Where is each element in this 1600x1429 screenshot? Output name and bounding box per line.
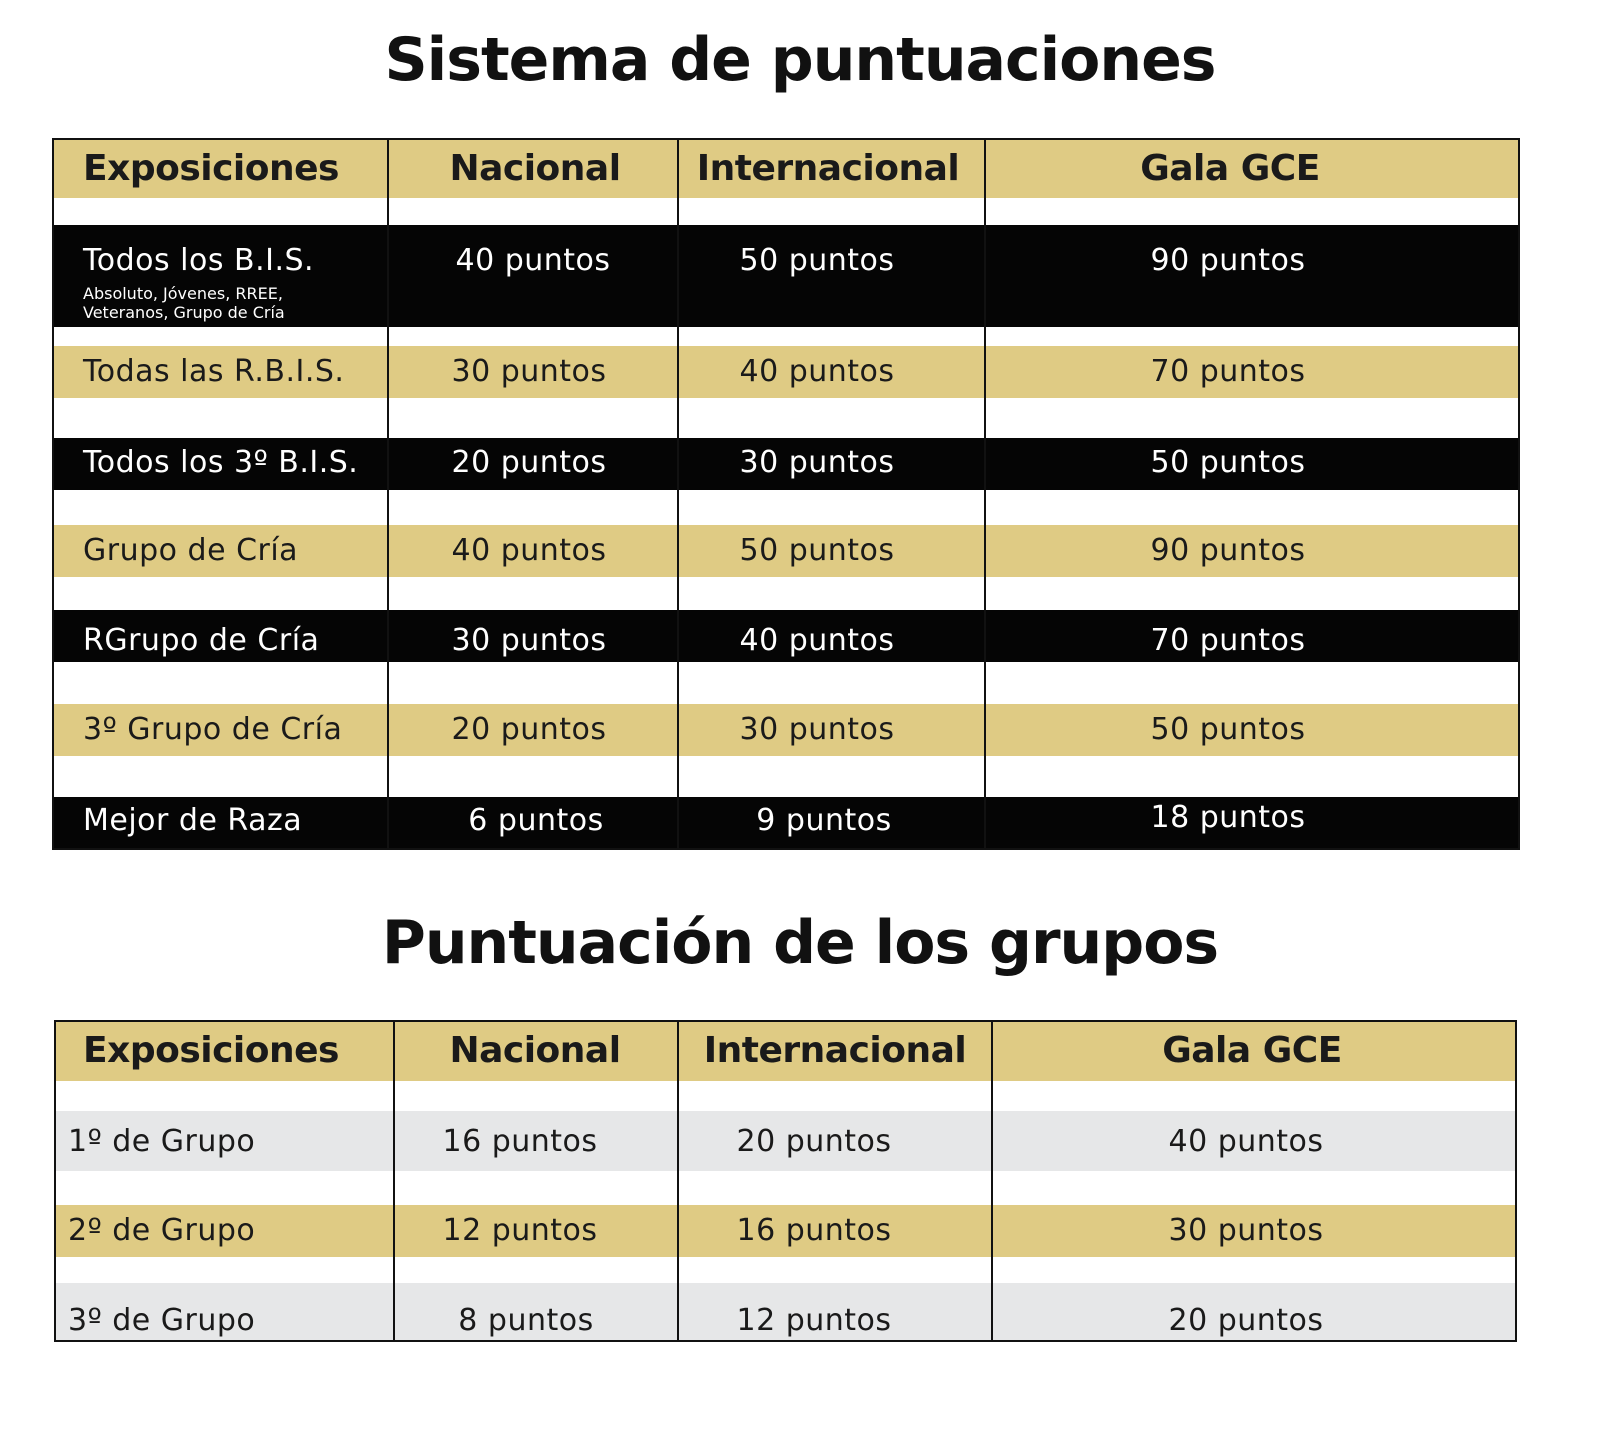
header-nacional: Nacional (449, 1030, 621, 1071)
column-divider (677, 1020, 679, 1342)
header-internacional: Internacional (696, 148, 960, 189)
header-gala-gce: Gala GCE (1140, 148, 1320, 189)
cell-nacional: 20 puntos (451, 445, 607, 480)
row-sublabel: Veteranos, Grupo de Cría (83, 303, 285, 322)
row-label: 3º de Grupo (68, 1303, 256, 1338)
row-label: 2º de Grupo (68, 1213, 256, 1248)
cell-internacional: 40 puntos (739, 354, 895, 389)
cell-gala: 50 puntos (1150, 712, 1306, 747)
cell-gala: 90 puntos (1150, 533, 1306, 568)
column-divider (387, 138, 389, 850)
row-label: Mejor de Raza (83, 803, 303, 838)
row-label: Todos los 3º B.I.S. (83, 445, 359, 480)
row-sublabel: Absoluto, Jóvenes, RREE, (83, 284, 283, 303)
cell-nacional: 30 puntos (451, 623, 607, 658)
cell-nacional: 6 puntos (468, 803, 604, 838)
cell-gala: 30 puntos (1168, 1213, 1324, 1248)
cell-nacional: 30 puntos (451, 354, 607, 389)
page-title-scoring-system: Sistema de puntuaciones (384, 25, 1216, 95)
group-scoring-table (54, 1020, 1517, 1342)
page-title-group-scoring: Puntuación de los grupos (381, 908, 1219, 978)
cell-nacional: 16 puntos (442, 1124, 598, 1159)
row-label: Grupo de Cría (83, 533, 299, 568)
cell-gala: 70 puntos (1150, 623, 1306, 658)
header-exposiciones: Exposiciones (83, 1030, 339, 1071)
cell-internacional: 12 puntos (736, 1303, 892, 1338)
cell-nacional: 20 puntos (451, 712, 607, 747)
cell-gala: 70 puntos (1150, 354, 1306, 389)
cell-nacional: 8 puntos (458, 1303, 594, 1338)
column-divider (393, 1020, 395, 1342)
cell-gala: 20 puntos (1168, 1303, 1324, 1338)
cell-internacional: 16 puntos (736, 1213, 892, 1248)
row-label: RGrupo de Cría (83, 623, 320, 658)
scoring-table (52, 138, 1520, 850)
column-divider (991, 1020, 993, 1342)
row-label: 3º Grupo de Cría (83, 712, 343, 747)
cell-nacional: 12 puntos (442, 1213, 598, 1248)
cell-internacional: 30 puntos (739, 712, 895, 747)
cell-internacional: 30 puntos (739, 445, 895, 480)
cell-nacional: 40 puntos (451, 533, 607, 568)
column-divider (984, 138, 986, 850)
header-nacional: Nacional (449, 148, 621, 189)
cell-nacional: 40 puntos (455, 243, 611, 278)
header-gala-gce: Gala GCE (1162, 1030, 1342, 1071)
cell-internacional: 50 puntos (739, 243, 895, 278)
row-label: Todos los B.I.S. (83, 243, 315, 278)
row-label: Todas las R.B.I.S. (83, 354, 345, 389)
header-exposiciones: Exposiciones (83, 148, 339, 189)
cell-internacional: 40 puntos (739, 623, 895, 658)
cell-gala: 40 puntos (1168, 1124, 1324, 1159)
cell-internacional: 50 puntos (739, 533, 895, 568)
cell-gala: 50 puntos (1150, 445, 1306, 480)
cell-internacional: 9 puntos (756, 803, 892, 838)
cell-gala: 18 puntos (1150, 800, 1306, 835)
header-internacional: Internacional (703, 1030, 967, 1071)
column-divider (677, 138, 679, 850)
row-label: 1º de Grupo (68, 1124, 256, 1159)
cell-internacional: 20 puntos (736, 1124, 892, 1159)
cell-gala: 90 puntos (1150, 243, 1306, 278)
